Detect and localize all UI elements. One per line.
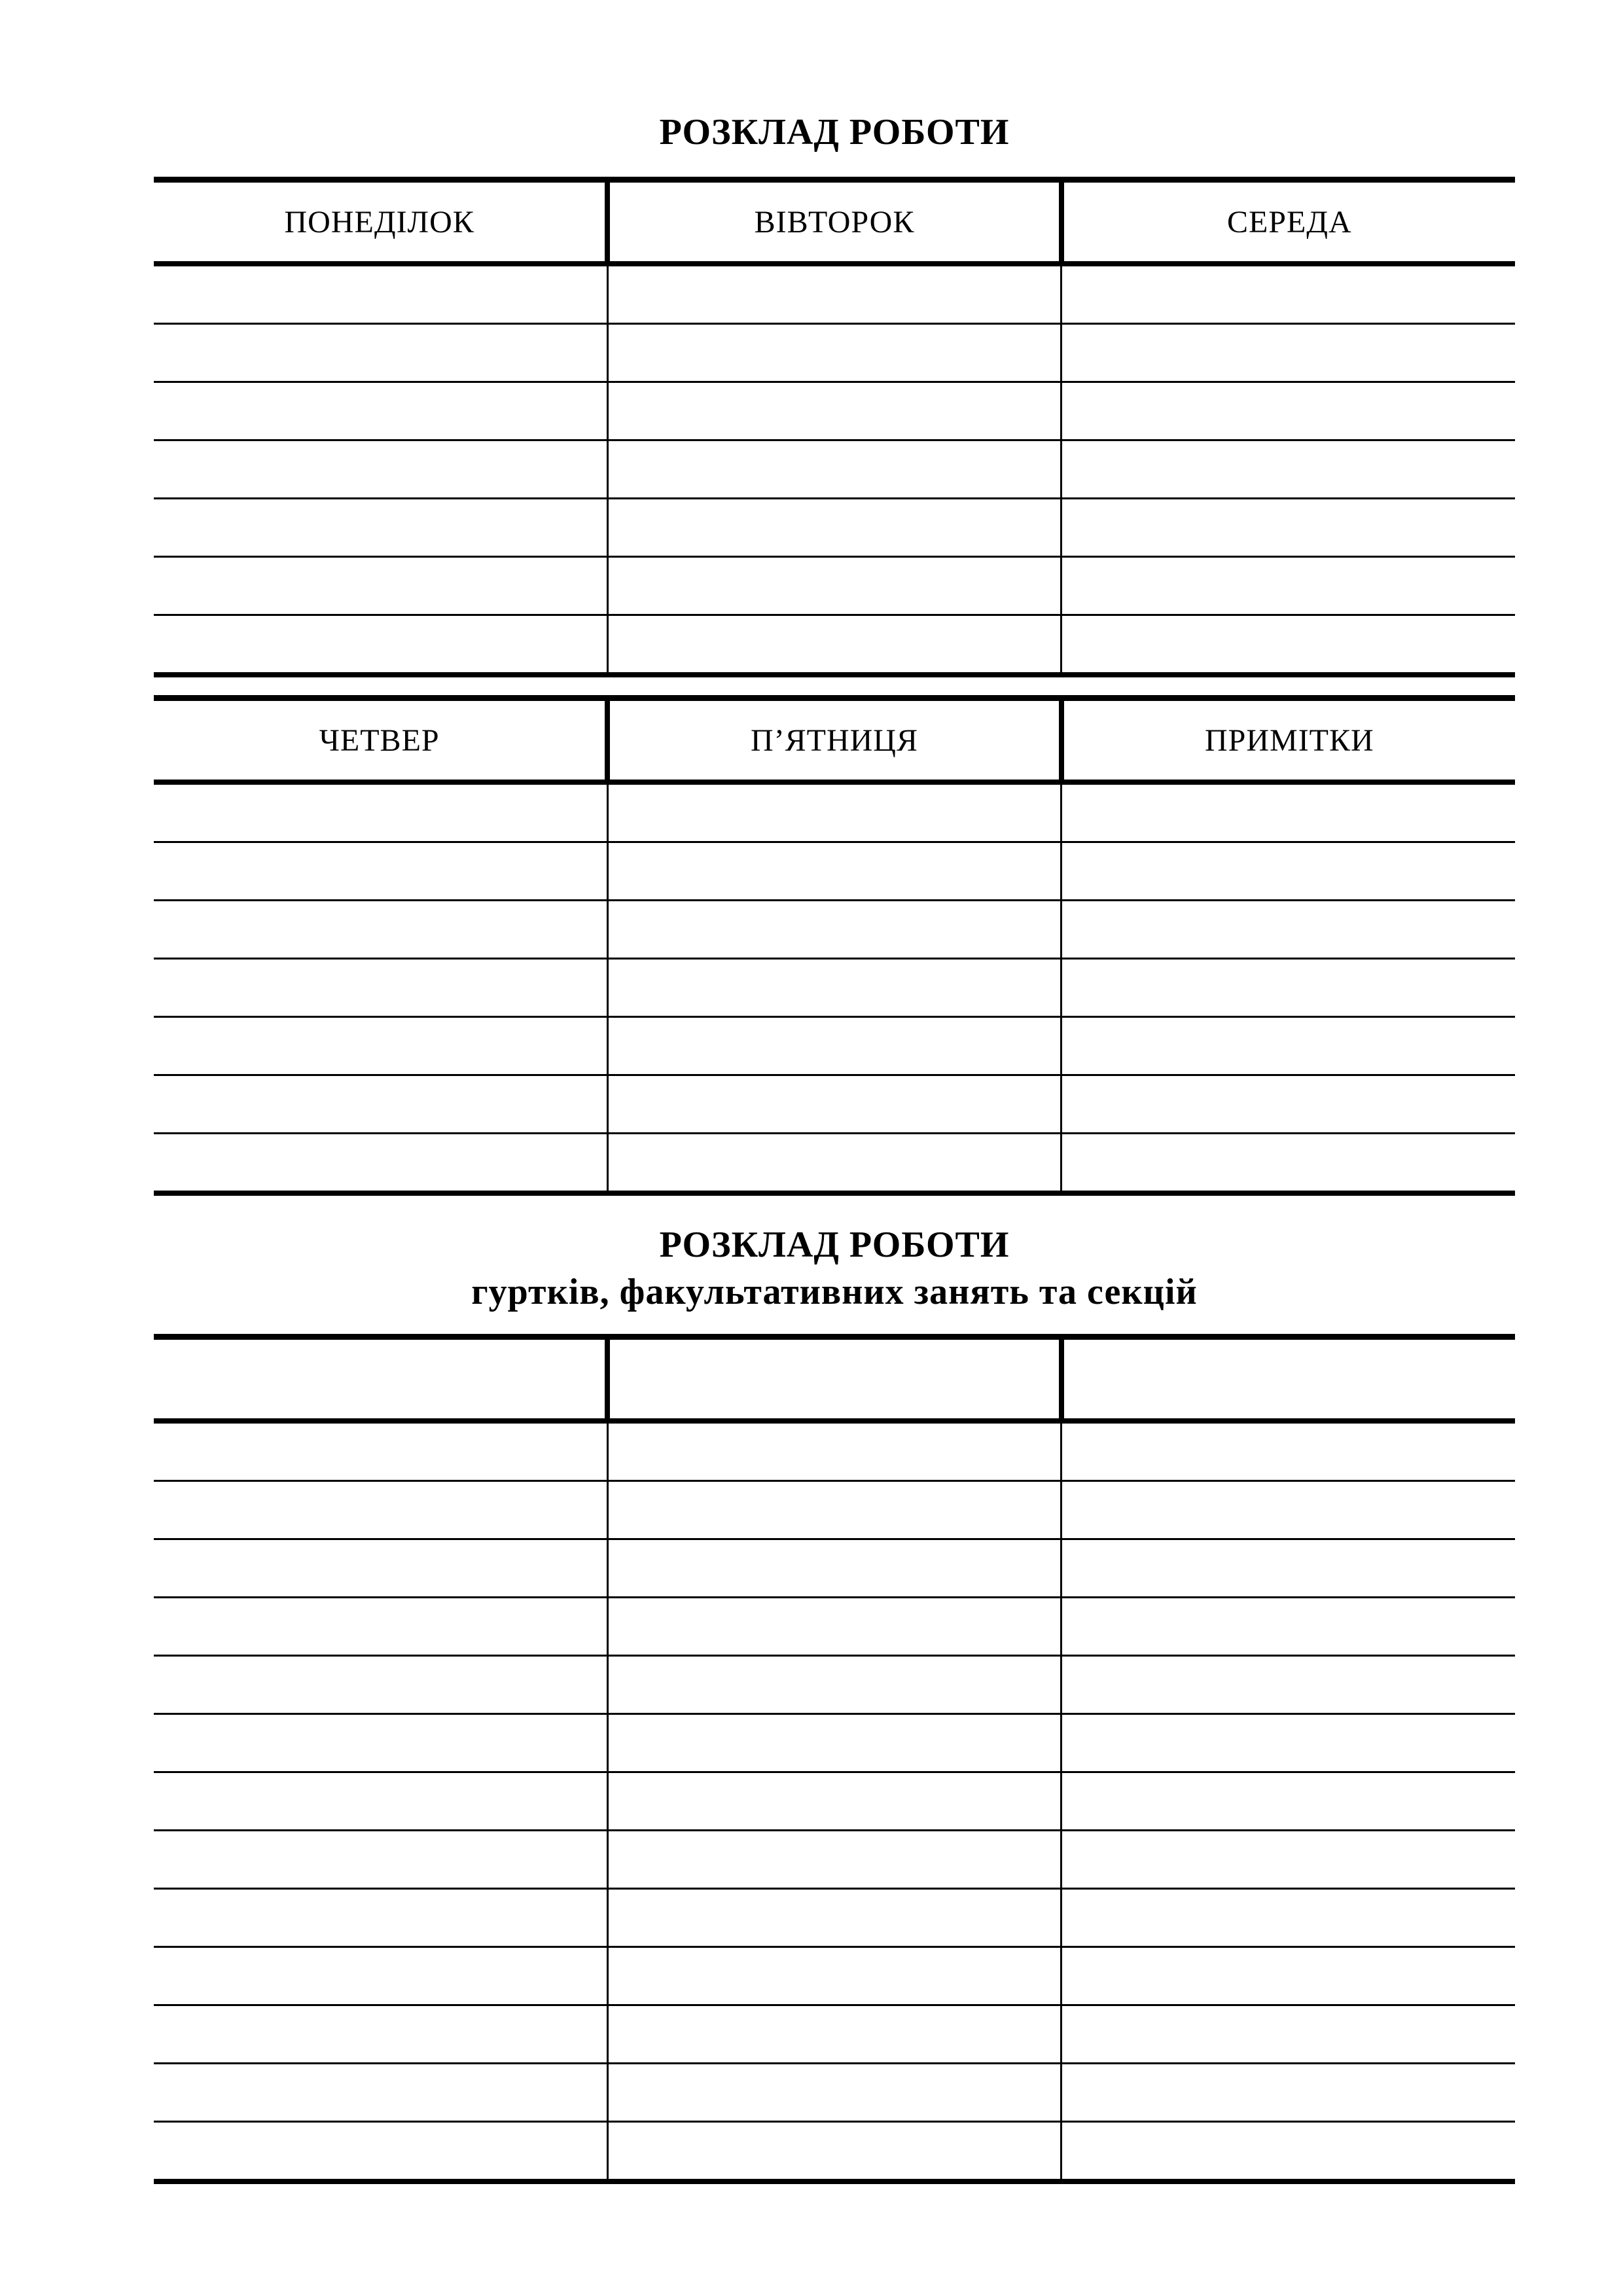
schedule-empty-row <box>154 440 1515 499</box>
col-header-notes: ПРИМІТКИ <box>1061 698 1515 783</box>
schedule-empty-cell <box>1061 1598 1515 1656</box>
schedule-empty-body <box>154 1421 1515 2181</box>
schedule-empty-cell <box>154 2122 607 2182</box>
schedule-empty-cell <box>154 1714 607 1772</box>
schedule-empty-row <box>154 1831 1515 1889</box>
schedule-empty-cell <box>1061 842 1515 901</box>
schedule-empty-cell <box>607 2064 1061 2122</box>
weekly-schedule-title: РОЗКЛАД РОБОТИ <box>659 112 1010 152</box>
schedule-empty-cell <box>607 2122 1061 2182</box>
schedule-empty-cell <box>1061 1831 1515 1889</box>
schedule-empty-cell <box>1061 382 1515 440</box>
schedule-empty-row <box>154 959 1515 1017</box>
schedule-empty-row <box>154 264 1515 324</box>
schedule-empty-cell <box>607 615 1061 675</box>
schedule-empty-cell <box>607 1017 1061 1075</box>
schedule-empty-cell <box>607 499 1061 557</box>
schedule-empty-cell <box>154 2064 607 2122</box>
schedule-empty-cell <box>607 1539 1061 1598</box>
schedule-empty-cell <box>1061 959 1515 1017</box>
schedule-empty-row <box>154 1481 1515 1539</box>
schedule-empty-cell <box>1061 1889 1515 1947</box>
schedule-empty-cell <box>154 1017 607 1075</box>
schedule-empty-cell <box>607 1947 1061 2005</box>
schedule-empty-cell <box>607 1421 1061 1481</box>
clubs-schedule-table <box>154 1334 1515 2184</box>
schedule-empty-cell <box>154 499 607 557</box>
schedule-empty-cell <box>607 1714 1061 1772</box>
schedule-empty-cell <box>607 557 1061 615</box>
schedule-empty-cell <box>1061 1714 1515 1772</box>
schedule-empty-cell <box>1061 324 1515 382</box>
schedule-empty-row <box>154 782 1515 842</box>
schedule-empty-body <box>154 264 1515 675</box>
schedule-empty-cell <box>607 1481 1061 1539</box>
schedule-empty-cell <box>154 782 607 842</box>
schedule-empty-cell <box>607 959 1061 1017</box>
schedule-empty-cell <box>607 1772 1061 1831</box>
schedule-empty-cell <box>607 1656 1061 1714</box>
col-header-tuesday: ВІВТОРОК <box>607 180 1061 264</box>
schedule-empty-row <box>154 1772 1515 1831</box>
schedule-empty-cell <box>154 1134 607 1194</box>
schedule-empty-cell <box>607 901 1061 959</box>
clubs-title-line2: гуртків, факультативних занять та секцій <box>471 1272 1198 1312</box>
empty-header-cell <box>1061 1337 1515 1422</box>
schedule-empty-row <box>154 557 1515 615</box>
schedule-empty-cell <box>607 324 1061 382</box>
schedule-empty-row <box>154 382 1515 440</box>
schedule-empty-cell <box>1061 1539 1515 1598</box>
schedule-empty-cell <box>1061 264 1515 324</box>
clubs-title-line1: РОЗКЛАД РОБОТИ <box>659 1225 1010 1265</box>
schedule-empty-cell <box>607 1831 1061 1889</box>
schedule-empty-body <box>154 782 1515 1193</box>
schedule-empty-cell <box>154 382 607 440</box>
schedule-empty-cell <box>1061 1075 1515 1134</box>
schedule-empty-cell <box>607 440 1061 499</box>
schedule-empty-cell <box>1061 901 1515 959</box>
schedule-empty-cell <box>1061 1481 1515 1539</box>
schedule-empty-cell <box>154 1831 607 1889</box>
table-header-row <box>154 180 1515 264</box>
schedule-empty-cell <box>1061 499 1515 557</box>
schedule-empty-row <box>154 1421 1515 1481</box>
schedule-empty-cell <box>1061 1017 1515 1075</box>
schedule-empty-row <box>154 1017 1515 1075</box>
schedule-empty-row <box>154 1714 1515 1772</box>
schedule-empty-cell <box>1061 1772 1515 1831</box>
schedule-empty-cell <box>1061 1421 1515 1481</box>
schedule-empty-cell <box>607 782 1061 842</box>
schedule-empty-cell <box>154 615 607 675</box>
schedule-empty-cell <box>154 1656 607 1714</box>
schedule-empty-row <box>154 615 1515 675</box>
schedule-empty-row <box>154 1656 1515 1714</box>
schedule-empty-cell <box>154 1075 607 1134</box>
schedule-empty-row <box>154 1075 1515 1134</box>
schedule-empty-row <box>154 2005 1515 2064</box>
schedule-empty-cell <box>1061 615 1515 675</box>
schedule-empty-cell <box>607 1598 1061 1656</box>
schedule-empty-cell <box>154 1598 607 1656</box>
table-header-row <box>154 698 1515 783</box>
schedule-empty-cell <box>1061 782 1515 842</box>
schedule-empty-cell <box>154 959 607 1017</box>
col-header-monday: ПОНЕДІЛОК <box>154 180 607 264</box>
schedule-empty-cell <box>1061 557 1515 615</box>
schedule-empty-row <box>154 901 1515 959</box>
schedule-empty-row <box>154 1134 1515 1194</box>
schedule-empty-cell <box>154 557 607 615</box>
schedule-empty-cell <box>154 1421 607 1481</box>
schedule-empty-cell <box>607 1889 1061 1947</box>
schedule-empty-cell <box>607 382 1061 440</box>
schedule-empty-row <box>154 2064 1515 2122</box>
schedule-empty-cell <box>154 2005 607 2064</box>
schedule-empty-cell <box>154 1889 607 1947</box>
schedule-empty-cell <box>1061 2122 1515 2182</box>
schedule-empty-cell <box>154 842 607 901</box>
schedule-empty-cell <box>1061 2064 1515 2122</box>
schedule-empty-cell <box>607 2005 1061 2064</box>
weekly-schedule-table-thu-fri-notes <box>154 695 1515 1196</box>
schedule-empty-row <box>154 499 1515 557</box>
schedule-empty-cell <box>1061 1656 1515 1714</box>
schedule-empty-cell <box>154 440 607 499</box>
schedule-empty-cell <box>154 901 607 959</box>
table-header-row-empty <box>154 1337 1515 1422</box>
schedule-empty-cell <box>607 1134 1061 1194</box>
schedule-empty-cell <box>607 264 1061 324</box>
empty-header-cell <box>607 1337 1061 1422</box>
schedule-empty-row <box>154 324 1515 382</box>
schedule-empty-cell <box>154 1481 607 1539</box>
schedule-empty-cell <box>154 264 607 324</box>
schedule-empty-cell <box>1061 1947 1515 2005</box>
schedule-empty-row <box>154 2122 1515 2182</box>
empty-header-cell <box>154 1337 607 1422</box>
schedule-empty-cell <box>154 1947 607 2005</box>
schedule-empty-row <box>154 1539 1515 1598</box>
schedule-empty-cell <box>154 1539 607 1598</box>
col-header-wednesday: СЕРЕДА <box>1061 180 1515 264</box>
schedule-empty-cell <box>1061 2005 1515 2064</box>
schedule-empty-cell <box>154 1772 607 1831</box>
schedule-empty-cell <box>1061 440 1515 499</box>
schedule-empty-cell <box>607 842 1061 901</box>
schedule-empty-row <box>154 1947 1515 2005</box>
col-header-friday: П’ЯТНИЦЯ <box>607 698 1061 783</box>
weekly-schedule-table-mon-wed <box>154 177 1515 677</box>
clubs-schedule-title <box>154 1221 1515 1316</box>
schedule-empty-cell <box>154 324 607 382</box>
schedule-empty-cell <box>607 1075 1061 1134</box>
schedule-empty-row <box>154 1598 1515 1656</box>
schedule-empty-row <box>154 842 1515 901</box>
schedule-empty-row <box>154 1889 1515 1947</box>
col-header-thursday: ЧЕТВЕР <box>154 698 607 783</box>
schedule-empty-cell <box>1061 1134 1515 1194</box>
